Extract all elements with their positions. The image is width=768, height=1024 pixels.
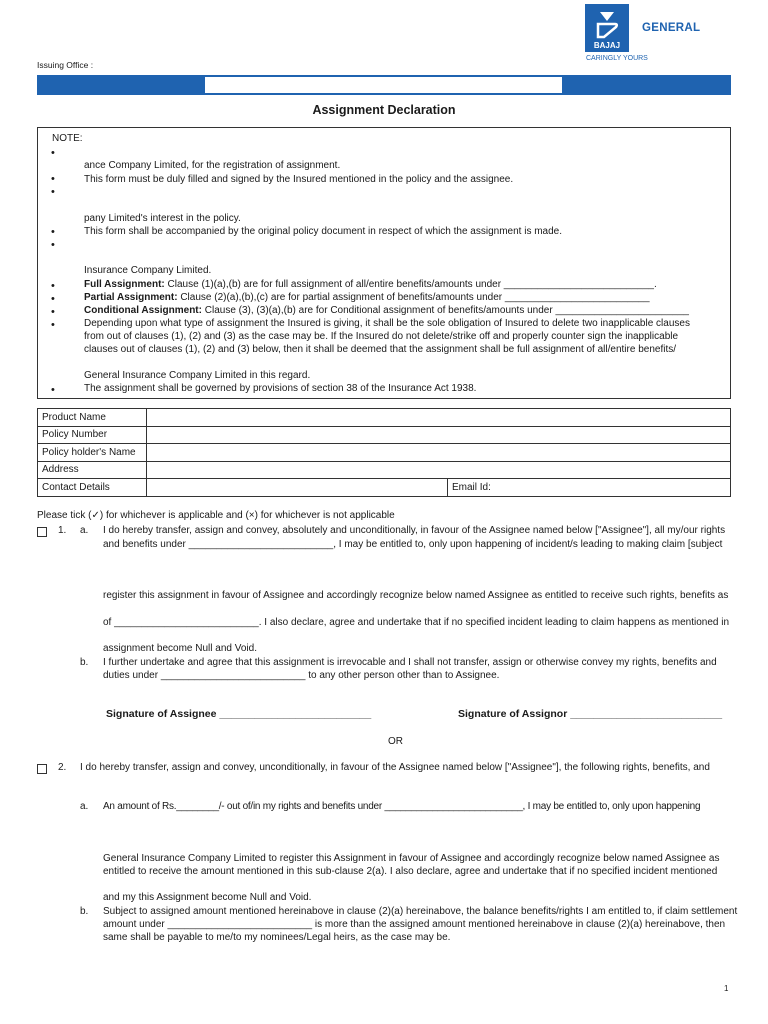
clause-1-number: 1. <box>58 525 67 536</box>
clause-2b-line: Subject to assigned amount mentioned hereinabove in clause (2)(a) hereinabove, the balance benefits/rights I am entitled to, if claim settlement <box>103 906 738 917</box>
clause-2a-line: An amount of Rs.________/- out of/in my rights and benefits under __________________________, I may be entitled to, only upon happening <box>103 801 701 812</box>
page-title: Assignment Declaration <box>312 103 456 117</box>
brand-sub: BAJAJ <box>593 41 621 50</box>
tick-instruction: Please tick (✓) for whichever is applicable and (×) for whichever is not applicable <box>37 510 395 521</box>
note-line: This form shall be accompanied by the original policy document in respect of which the assignment is made. <box>84 226 563 237</box>
brand-tagline: CARINGLY YOURS <box>586 55 648 62</box>
clause-2-checkbox[interactable] <box>37 764 47 774</box>
contact-details-label: Contact Details <box>38 479 147 497</box>
bullet-icon: • <box>51 147 55 159</box>
partial-assignment-label: Partial Assignment: <box>84 292 178 303</box>
table-row <box>38 479 731 497</box>
note-line: ance Company Limited, for the registration of assignment. <box>84 160 341 171</box>
table-row <box>38 426 731 444</box>
brand-name: GENERAL <box>642 22 701 34</box>
contact-details-field[interactable] <box>147 479 448 497</box>
table-row <box>38 444 731 462</box>
full-assignment-label: Full Assignment: <box>84 279 165 290</box>
clause-1b-line: I further undertake and agree that this assignment is irrevocable and I shall not transfer, assign or otherwise convey my rights, benefits and <box>103 657 717 668</box>
policy-number-field[interactable] <box>147 426 731 444</box>
clause-1a-line: and benefits under __________________________, I may be entitled to, only upon happening of incident/s leading to making claim [subject <box>103 539 723 550</box>
or-separator: OR <box>388 736 403 747</box>
product-name-field[interactable] <box>147 409 731 427</box>
address-label: Address <box>38 461 147 479</box>
policy-holder-label: Policy holder's Name <box>38 444 147 462</box>
bullet-icon: • <box>51 293 55 305</box>
full-assignment-text: Clause (1)(a),(b) are for full assignment of all/entire benefits/amounts under ___________________________. <box>167 279 657 290</box>
page-number: 1 <box>724 984 729 993</box>
bullet-icon: • <box>51 239 55 251</box>
clause-2a-line: General Insurance Company Limited to register this Assignment in favour of Assignee and accordingly recognize below named Assignee as <box>103 853 720 864</box>
assignee-signature[interactable]: Signature of Assignee __________________________ <box>106 708 372 720</box>
note-line: from out of clauses (1), (2) and (3) as the case may be. If the Insured do not delete/strike off and properly counter sign the inapplicable <box>84 331 679 342</box>
note-line: The assignment shall be governed by provisions of section 38 of the Insurance Act 1938. <box>84 383 477 394</box>
policy-number-label: Policy Number <box>38 426 147 444</box>
clause-1b-label: b. <box>80 657 89 668</box>
note-line: General Insurance Company Limited in this regard. <box>84 370 311 381</box>
policy-details-table <box>37 408 731 497</box>
note-conditional-assignment <box>84 305 689 316</box>
bullet-icon: • <box>51 319 55 331</box>
clause-2a-line: entitled to receive the amount mentioned in this sub-clause 2(a). I also declare, agree and undertake that if no specified incident mentioned <box>103 866 718 877</box>
issuing-office-field[interactable] <box>205 77 562 93</box>
clause-2b-label: b. <box>80 906 89 917</box>
brand-logo-mark <box>585 4 629 52</box>
table-row <box>38 409 731 427</box>
bullet-icon: • <box>51 306 55 318</box>
address-field[interactable] <box>147 461 731 479</box>
clause-1a-line: assignment become Null and Void. <box>103 643 257 654</box>
clause-2-intro: I do hereby transfer, assign and convey, unconditionally, in favour of the Assignee named below ["Assignee"], the following rights, benefits, and <box>80 762 710 773</box>
clause-2-number: 2. <box>58 762 67 773</box>
note-partial-assignment <box>84 292 650 303</box>
note-line: This form must be duly filled and signed by the Insured mentioned in the policy and the assignee. <box>84 174 514 185</box>
issuing-office-label: Issuing Office : <box>37 60 94 70</box>
note-full-assignment <box>84 279 657 290</box>
clause-2a-line: and my this Assignment become Null and Void. <box>103 892 312 903</box>
clause-1a-line: register this assignment in favour of Assignee and accordingly recognize below named Assignee as entitled to receive such rights, benefits as <box>103 590 729 601</box>
note-heading: NOTE: <box>52 133 83 144</box>
conditional-assignment-label: Conditional Assignment: <box>84 305 202 316</box>
note-line: pany Limited's interest in the policy. <box>84 213 241 224</box>
note-line: Depending upon what type of assignment the Insured is giving, it shall be the sole obligation of Insured to delete two inapplicable clauses <box>84 318 690 329</box>
bullet-icon: • <box>51 384 55 396</box>
bullet-icon: • <box>51 186 55 198</box>
clause-1b-line: duties under __________________________ to any other person other than to Assignee. <box>103 670 500 681</box>
clause-2a-label: a. <box>80 801 89 812</box>
bullet-icon: • <box>51 280 55 292</box>
bajaj-logo-icon <box>585 4 629 52</box>
bullet-icon: • <box>51 173 55 185</box>
clause-1-checkbox[interactable] <box>37 527 47 537</box>
clause-2b-line: amount under __________________________ is more than the assigned amount mentioned hereinabove in clause (2)(a) hereinabove, then <box>103 919 726 930</box>
note-line: clauses out of clauses (1), (2) and (3) below, then it shall be deemed that the assignment shall be full assignment of all/entire benefits/ <box>84 344 676 355</box>
clause-1a-line: of __________________________. I also declare, agree and undertake that if no specified incident leading to claim happens as mentioned in <box>103 617 730 628</box>
table-row <box>38 461 731 479</box>
partial-assignment-text: Clause (2)(a),(b),(c) are for partial assignment of benefits/amounts under __________________________ <box>180 292 650 303</box>
clause-1a-label: a. <box>80 525 89 536</box>
product-name-label: Product Name <box>38 409 147 427</box>
conditional-assignment-text: Clause (3), (3)(a),(b) are for Conditional assignment of benefits/amounts under ________________________ <box>204 305 689 316</box>
email-label: Email Id: <box>452 481 491 493</box>
note-line: Insurance Company Limited. <box>84 265 212 276</box>
email-field[interactable] <box>448 479 731 497</box>
clause-2b-line: same shall be payable to me/to my nominees/Legal heirs, as the case may be. <box>103 932 451 943</box>
assignor-signature[interactable]: Signature of Assignor __________________________ <box>458 708 723 720</box>
clause-1a-line: I do hereby transfer, assign and convey, absolutely and unconditionally, in favour of the Assignee named below ["Assignee"], all my/our rights <box>103 525 726 536</box>
bullet-icon: • <box>51 226 55 238</box>
policy-holder-field[interactable] <box>147 444 731 462</box>
